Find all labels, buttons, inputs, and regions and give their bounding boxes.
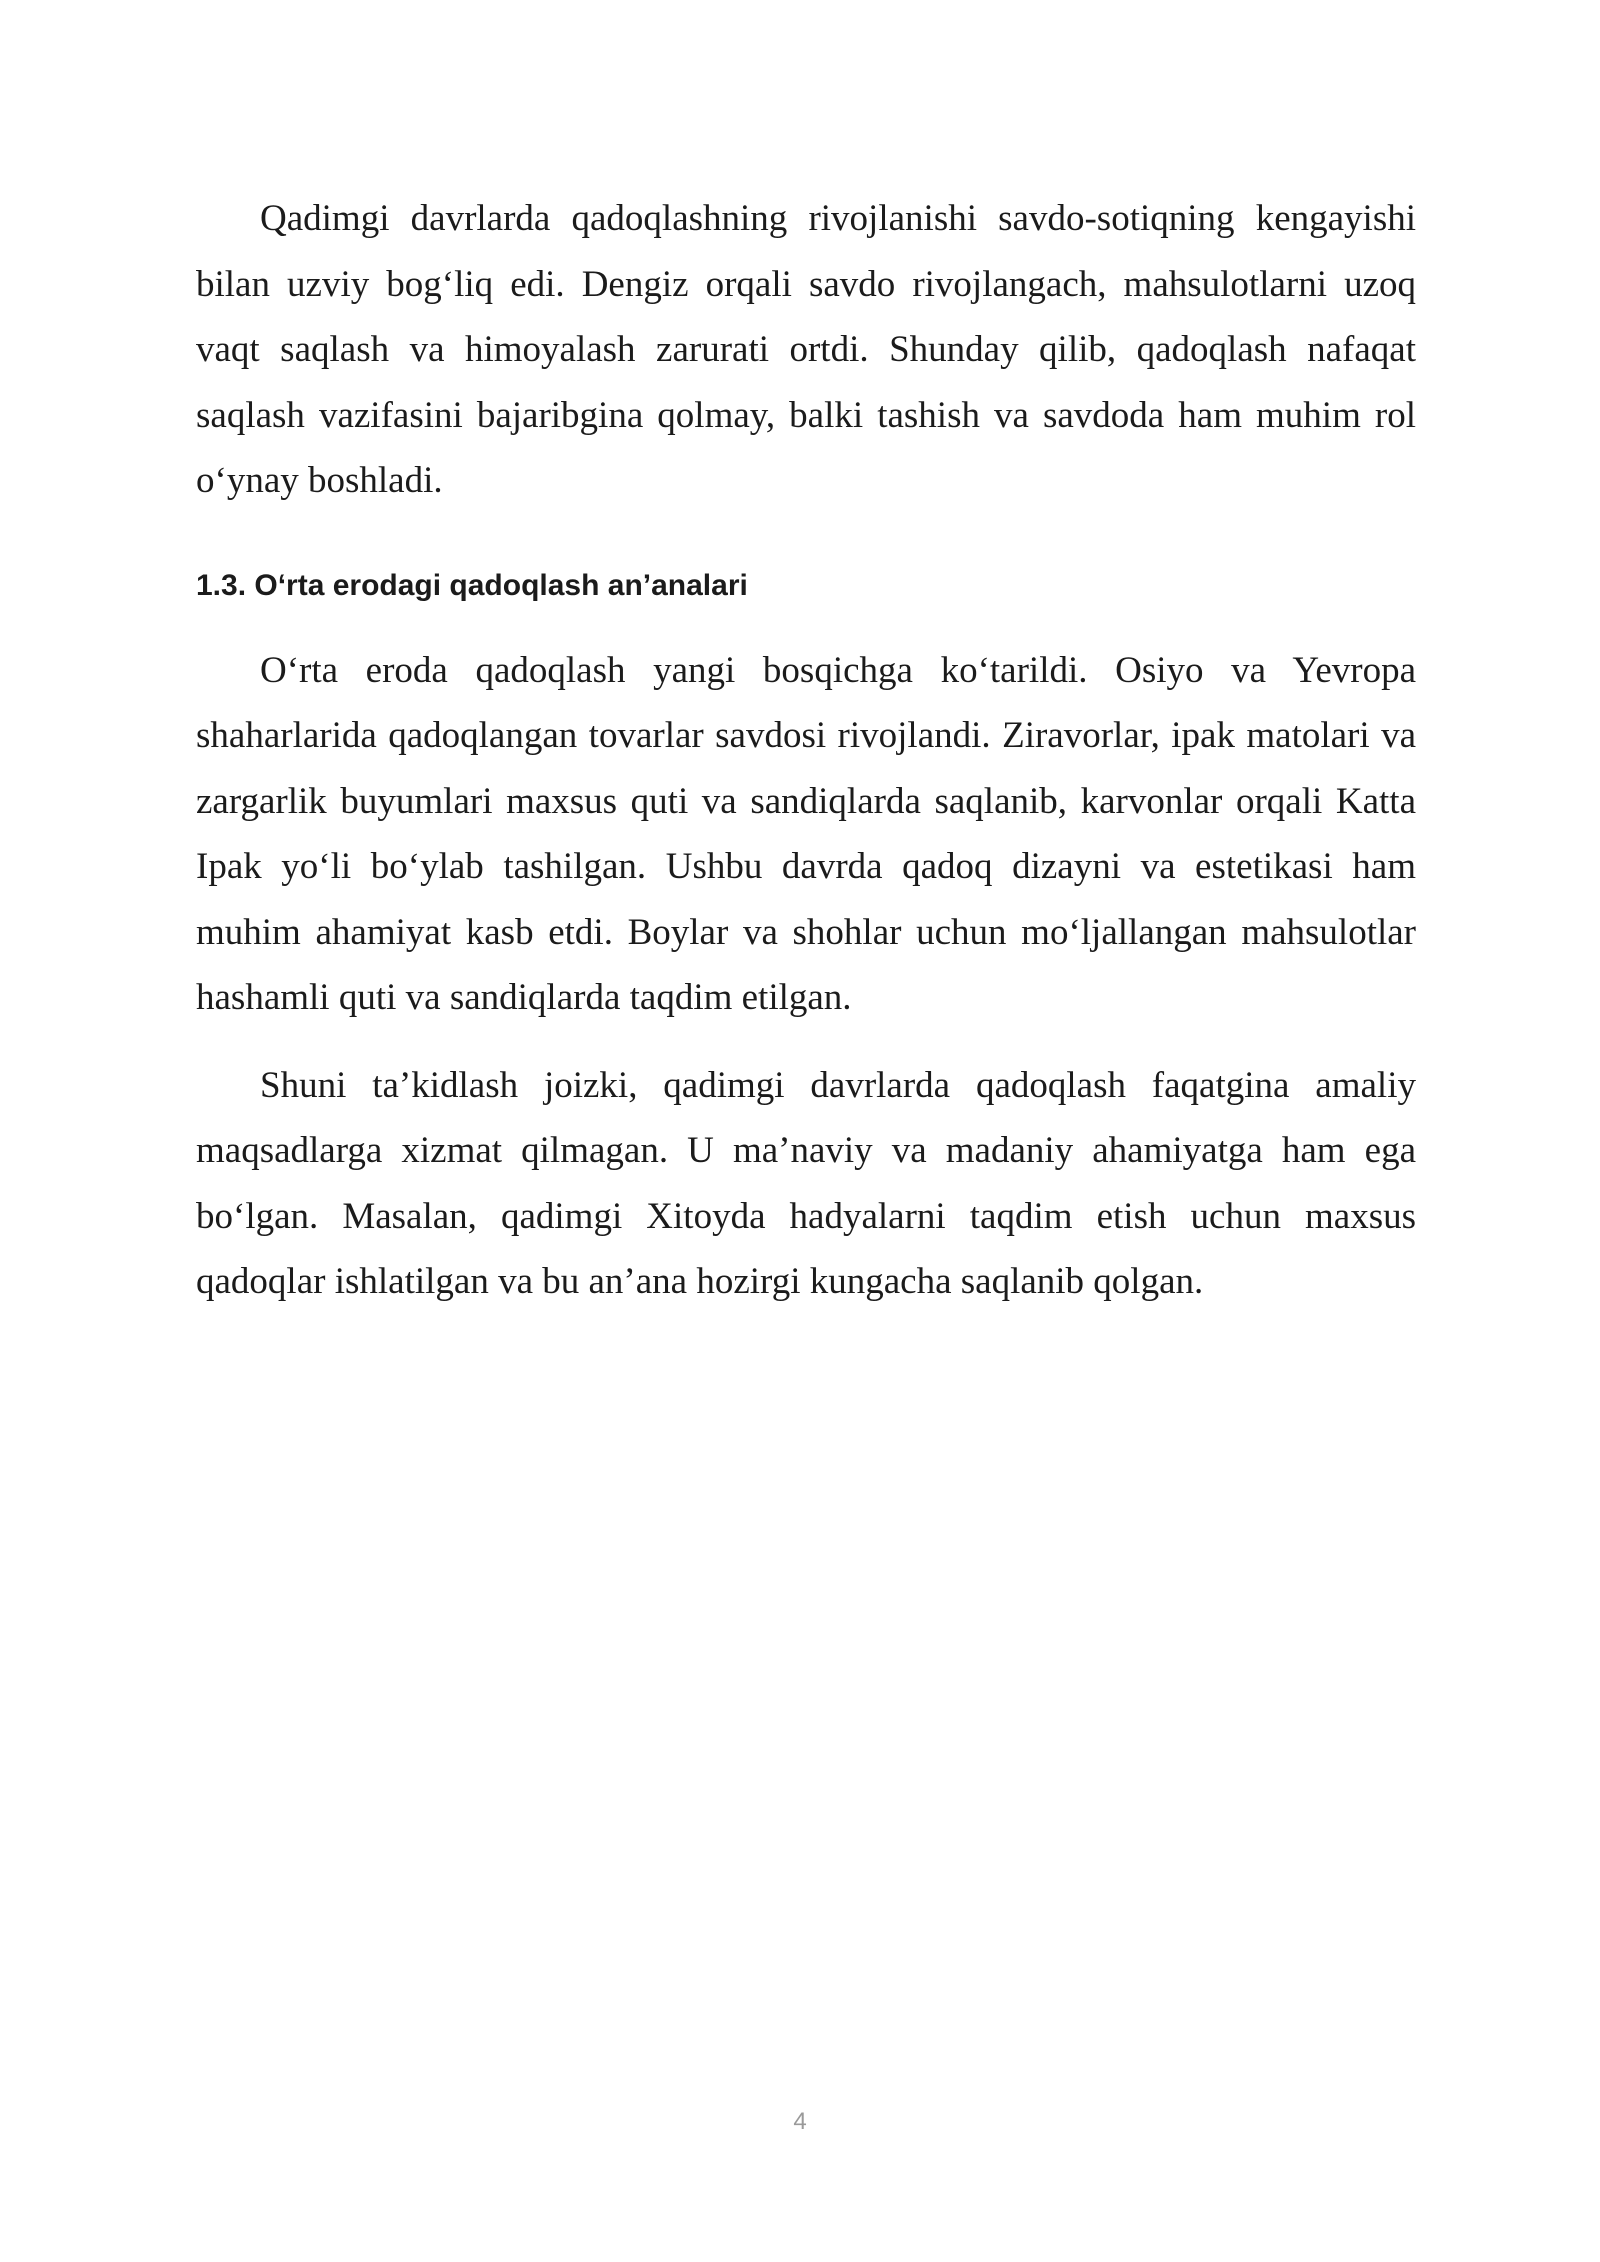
section-heading: 1.3. O‘rta erodagi qadoqlash an’analari	[196, 568, 748, 602]
paragraph-cultural-significance: Shuni ta’kidlash joizki, qadimgi davrlarda qadoqlash faqatgina amaliy maqsadlarga xizmat qilmagan. U ma’naviy va madaniy ahamiyatga ham ega bo‘lgan. Masalan, qadimgi Xitoyda hadyalarni taqdim etish uchun maxsus qadoqlar ishlatilgan va bu an’ana hozirgi kungacha saqlanib qolgan.	[196, 1064, 1416, 1302]
paragraph-ancient-trade: Qadimgi davrlarda qadoqlashning rivojlanishi savdo-sotiqning kengayishi bilan uzviy bog‘liq edi. Dengiz orqali savdo rivojlangach, mahsulotlarni uzoq vaqt saqlash va himoyalash zarurati ortdi. Shunday qilib, qadoqlash nafaqat saqlash vazifasini bajaribgina qolmay, balki tashish va savdoda ham muhim rol o‘ynay boshladi.	[196, 198, 1416, 501]
page-content	[196, 186, 1416, 1315]
paragraph-middle-ages: O‘rta eroda qadoqlash yangi bosqichga ko‘tarildi. Osiyo va Yevropa shaharlarida qadoqlangan tovarlar savdosi rivojlandi. Ziravorlar, ipak matolari va zargarlik buyumlari maxsus quti va sandiqlarda saqlanib, karvonlar orqali Katta Ipak yo‘li bo‘ylab tashilgan. Ushbu davrda qadoq dizayni va estetikasi ham muhim ahamiyat kasb etdi. Boylar va shohlar uchun mo‘ljallangan mahsulotlar hashamli quti va sandiqlarda taqdim etilgan.	[196, 649, 1416, 1018]
page-number: 4	[793, 2108, 807, 2135]
